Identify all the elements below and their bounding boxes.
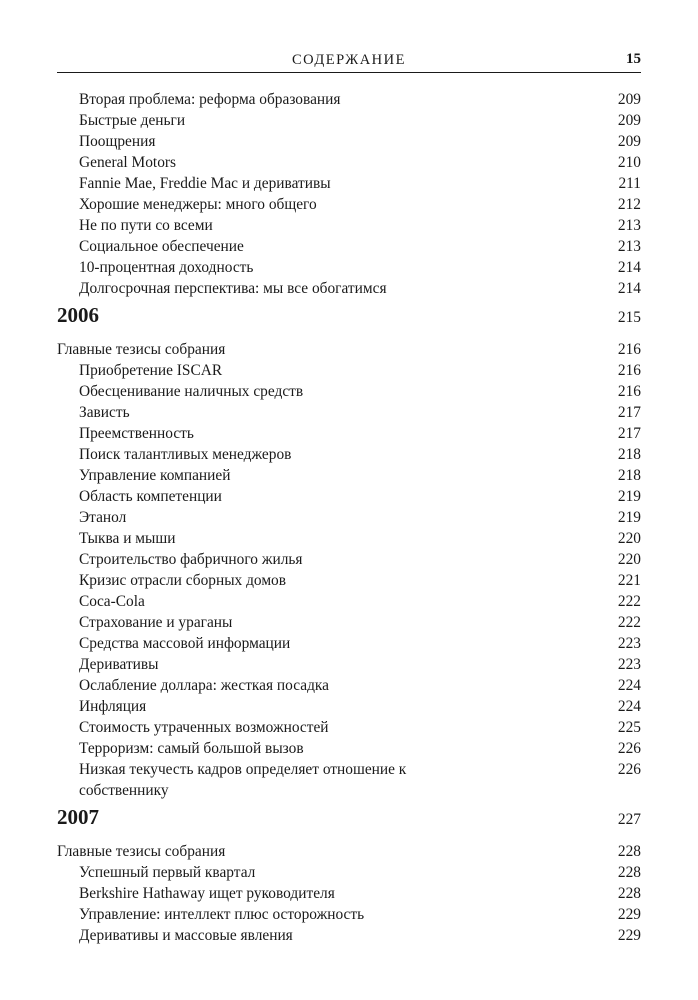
toc-entry[interactable]: Зависть 217	[79, 404, 641, 421]
toc-entry[interactable]: Coca-Cola 222	[79, 593, 641, 610]
toc-entry[interactable]: Не по пути со всеми 213	[79, 217, 641, 234]
toc-entry[interactable]: Терроризм: самый большой вызов 226	[79, 740, 641, 757]
toc-entry[interactable]: General Motors 210	[79, 154, 641, 171]
running-header	[57, 50, 641, 73]
page-number: 15	[626, 51, 641, 67]
table-of-contents	[57, 89, 641, 946]
toc-entry[interactable]: Управление компанией 218	[79, 467, 641, 484]
toc-entry[interactable]: Berkshire Hathaway ищет руководителя 228	[79, 885, 641, 902]
year-heading-2006[interactable]: 2006 215	[57, 303, 641, 327]
toc-entry[interactable]: Кризис отрасли сборных домов 221	[79, 572, 641, 589]
toc-entry[interactable]: Обесценивание наличных средств 216	[79, 383, 641, 400]
toc-entry[interactable]: Строительство фабричного жилья 220	[79, 551, 641, 568]
toc-entry[interactable]: Хорошие менеджеры: много общего 212	[79, 196, 641, 213]
toc-entry[interactable]: Долгосрочная перспектива: мы все обогатимся 214	[79, 280, 641, 297]
toc-entry[interactable]: Поиск талантливых менеджеров 218	[79, 446, 641, 463]
header-title: СОДЕРЖАНИЕ	[292, 52, 406, 68]
toc-entry[interactable]: Поощрения 209	[79, 133, 641, 150]
toc-entry[interactable]: Приобретение ISCAR 216	[79, 362, 641, 379]
toc-entry[interactable]: Этанол 219	[79, 509, 641, 526]
toc-entry[interactable]: Тыква и мыши 220	[79, 530, 641, 547]
toc-entry[interactable]: Управление: интеллект плюс осторожность 229	[79, 906, 641, 923]
toc-entry[interactable]: Успешный первый квартал 228	[79, 864, 641, 881]
toc-entry[interactable]: 10-процентная доходность 214	[79, 259, 641, 276]
toc-entry[interactable]: Ослабление доллара: жесткая посадка 224	[79, 677, 641, 694]
toc-entry[interactable]: Средства массовой информации 223	[79, 635, 641, 652]
toc-entry[interactable]: Преемственность 217	[79, 425, 641, 442]
toc-entry[interactable]: Быстрые деньги 209	[79, 112, 641, 129]
toc-entry[interactable]: Деривативы 223	[79, 656, 641, 673]
toc-entry[interactable]: Вторая проблема: реформа образования 209	[79, 91, 641, 108]
toc-entry[interactable]: Низкая текучесть кадров определяет отношение к собственнику 226	[79, 761, 641, 799]
toc-entry[interactable]: Деривативы и массовые явления 229	[79, 927, 641, 944]
toc-section-main[interactable]: Главные тезисы собрания 228	[57, 843, 641, 860]
toc-entry[interactable]: Социальное обеспечение 213	[79, 238, 641, 255]
year-heading-2007[interactable]: 2007 227	[57, 805, 641, 829]
toc-section-main[interactable]: Главные тезисы собрания 216	[57, 341, 641, 358]
toc-entry[interactable]: Fannie Mae, Freddie Mac и деривативы 211	[79, 175, 641, 192]
toc-entry[interactable]: Страхование и ураганы 222	[79, 614, 641, 631]
toc-entry[interactable]: Стоимость утраченных возможностей 225	[79, 719, 641, 736]
toc-entry[interactable]: Область компетенции 219	[79, 488, 641, 505]
toc-entry[interactable]: Инфляция 224	[79, 698, 641, 715]
